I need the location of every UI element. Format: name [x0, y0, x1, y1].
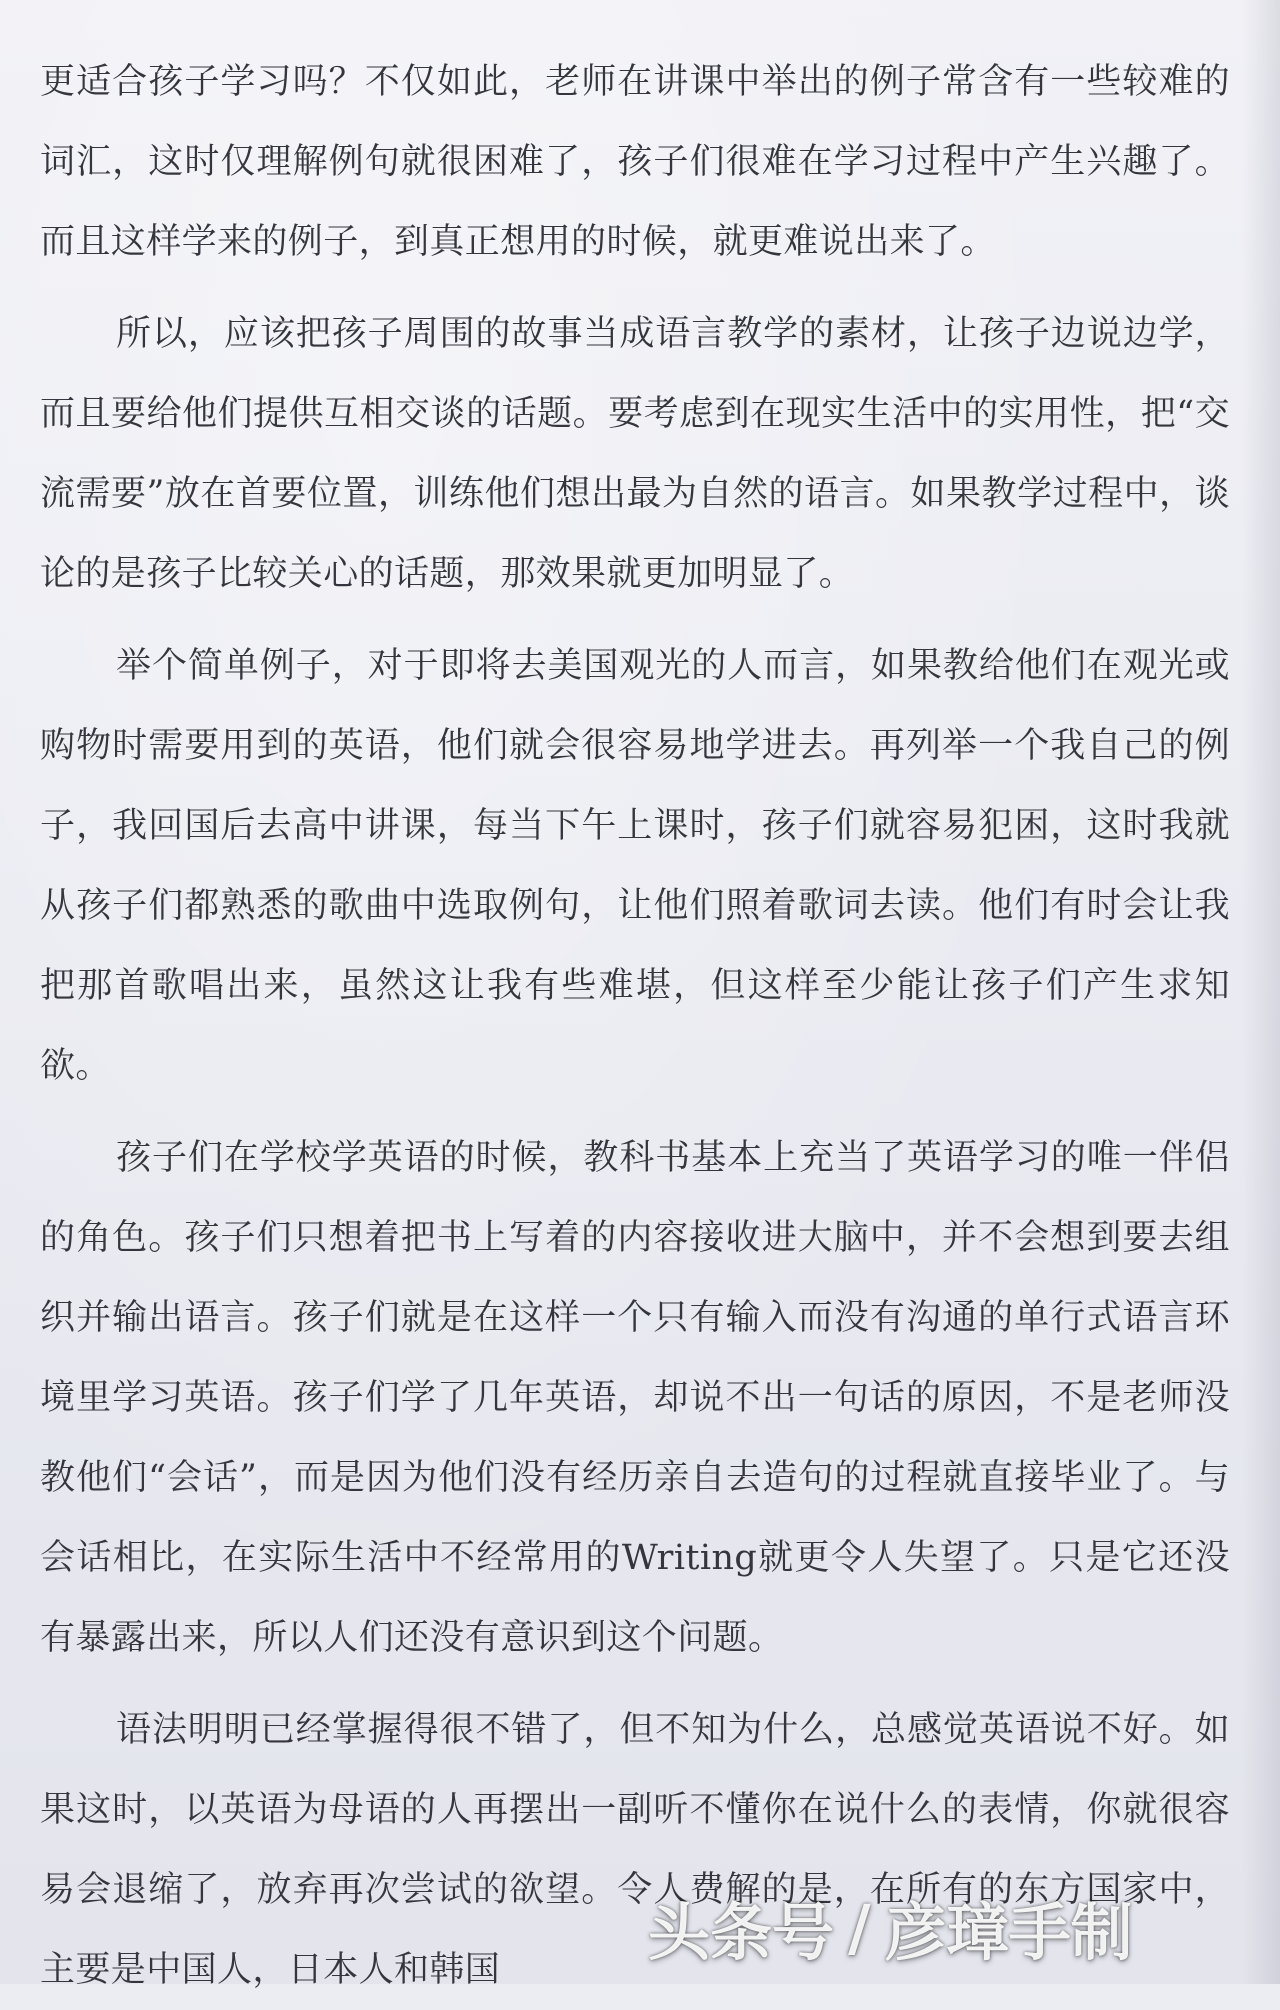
- watermark-author: 彦璋手制: [884, 1895, 1133, 1969]
- watermark-brand: 头条号: [648, 1895, 835, 1969]
- page-edge-shadow: [1242, 0, 1280, 1984]
- paragraph-4: 孩子们在学校学英语的时候，教科书基本上充当了英语学习的唯一伴侣的角色。孩子们只想着把书上写着的内容接收进大脑中，并不会想到要去组织并输出语言。孩子们就是在这样一个只有输入而没有沟通的单行式语言环境里学习英语。孩子们学了几年英语，却说不出一句话的原因，不是老师没教他们“会话”，而是因为他们没有经历亲自去造句的过程就直接毕业了。与会话相比，在实际生活中不经常用的Writing就更令人失望了。只是它还没有暴露出来，所以人们还没有意识到这个问题。: [40, 1138, 1230, 1658]
- paragraph-1: 更适合孩子学习吗？不仅如此，老师在讲课中举出的例子常含有一些较难的词汇，这时仅理解例句就很困难了，孩子们很难在学习过程中产生兴趣了。而且这样学来的例子，到真正想用的时候，就更难说出来了。: [40, 62, 1230, 262]
- paragraph-2: 所以，应该把孩子周围的故事当成语言教学的素材，让孩子边说边学，而且要给他们提供互相交谈的话题。要考虑到在现实生活中的实用性，把“交流需要”放在首要位置，训练他们想出最为自然的语言。如果教学过程中，谈论的是孩子比较关心的话题，那效果就更加明显了。: [40, 314, 1230, 594]
- page-body-text: [40, 42, 1230, 2010]
- paragraph-5: 语法明明已经掌握得很不错了，但不知为什么，总感觉英语说不好。如果这时，以英语为母语的人再摆出一副听不懂你在说什么的表情，你就很容易会退缩了，放弃再次尝试的欲望。令人费解的是，在所有的东方国家中，主要是中国人，日本人和韩国: [40, 1710, 1230, 1990]
- paragraph-3: 举个简单例子，对于即将去美国观光的人而言，如果教给他们在观光或购物时需要用到的英语，他们就会很容易地学进去。再列举一个我自己的例子，我回国后去高中讲课，每当下午上课时，孩子们就容易犯困，这时我就从孩子们都熟悉的歌曲中选取例句，让他们照着歌词去读。他们有时会让我把那首歌唱出来，虽然这让我有些难堪，但这样至少能让孩子们产生求知欲。: [40, 646, 1230, 1086]
- watermark-separator: /: [848, 1890, 871, 1964]
- watermark: [648, 1882, 1248, 1972]
